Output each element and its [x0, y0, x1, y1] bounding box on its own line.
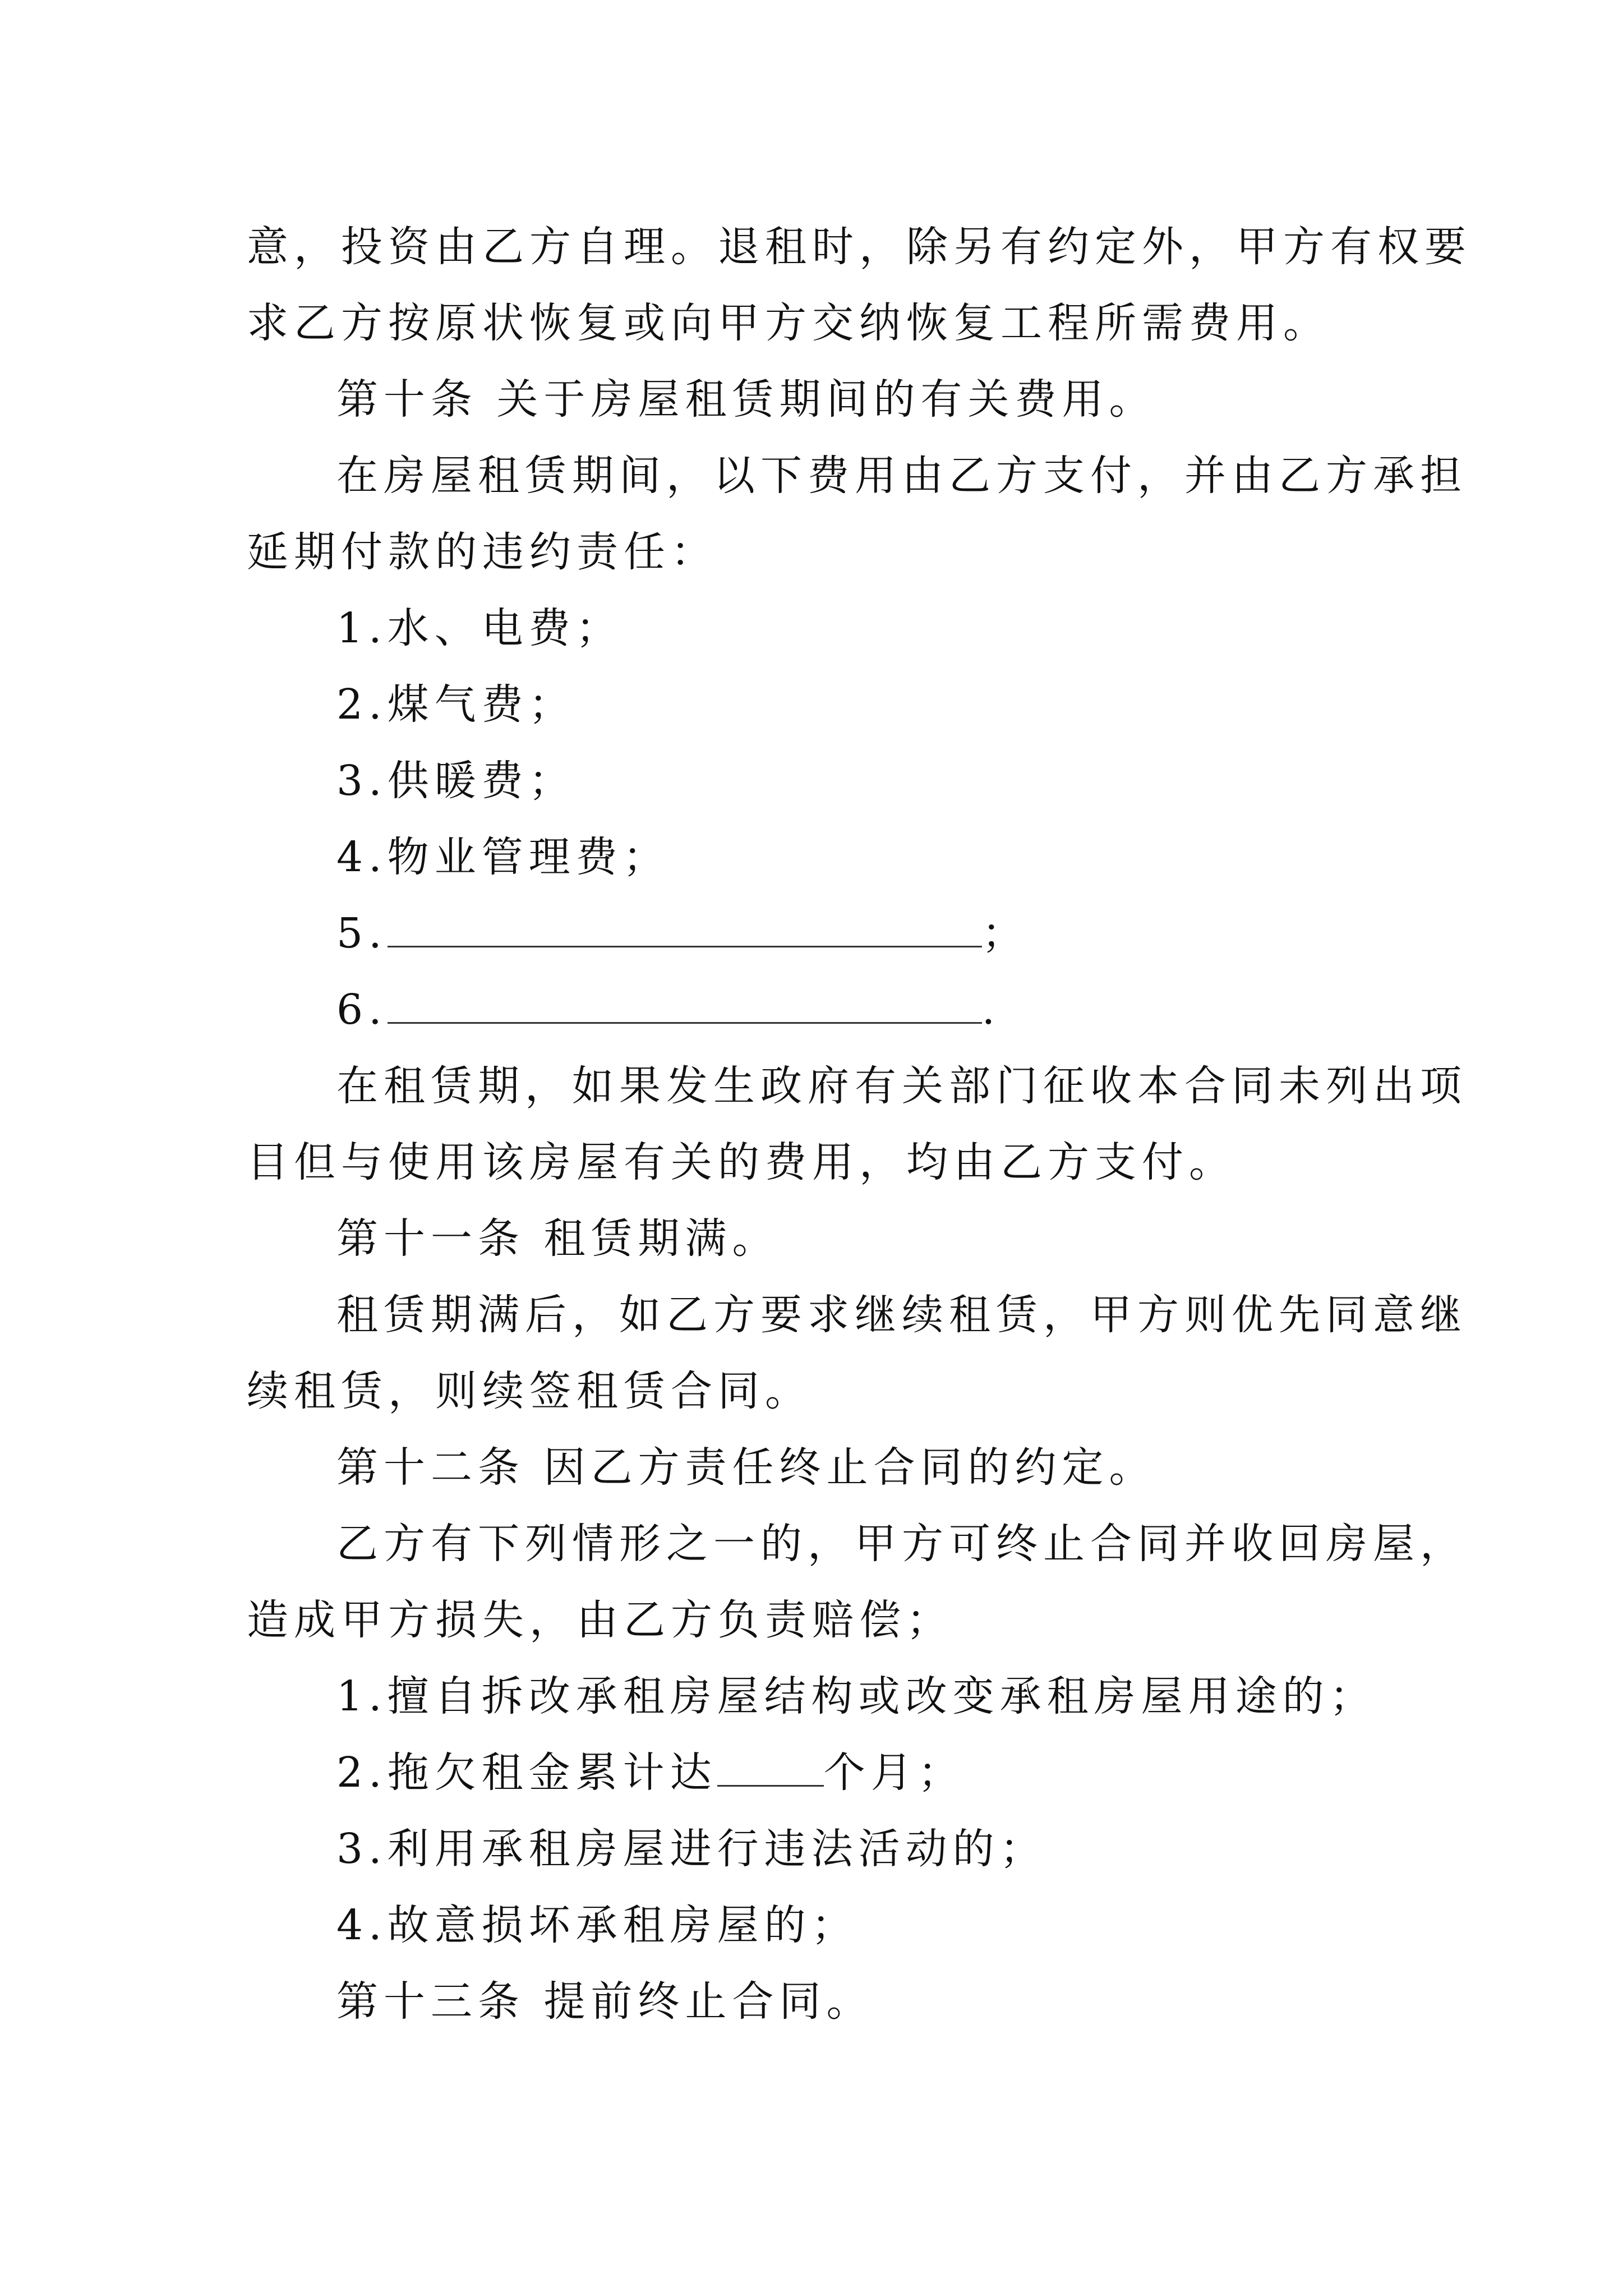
paragraph-line: 求乙方按原状恢复或向甲方交纳恢复工程所需费用。	[247, 299, 1330, 347]
paragraph-line: 在租赁期，如果发生政府有关部门征收本合同未列出项	[336, 1062, 1467, 1110]
document-body	[247, 209, 1472, 2040]
article-11-heading: 第十一条 租赁期满。	[336, 1214, 780, 1263]
list-item-arrears	[247, 1734, 1391, 1811]
list-item: 3.供暖费；	[336, 757, 576, 805]
item-suffix: ；	[981, 909, 1029, 958]
list-item-blank-6	[247, 972, 1391, 1048]
list-item: 3.利用承租房屋进行违法活动的；	[336, 1825, 1047, 1873]
list-item: 1.水、电费；	[336, 604, 623, 652]
fill-in-blank	[388, 912, 982, 947]
list-item: 4.物业管理费；	[336, 833, 670, 881]
paragraph-line: 造成甲方损失，由乙方负责赔偿；	[247, 1596, 953, 1644]
paragraph-line: 延期付款的违约责任：	[247, 528, 718, 576]
list-item: 2.煤气费；	[336, 680, 576, 729]
article-12-heading: 第十二条 因乙方责任终止合同的约定。	[336, 1443, 1156, 1492]
paragraph-line: 乙方有下列情形之一的，甲方可终止合同并收回房屋，	[336, 1520, 1467, 1568]
paragraph-line: 租赁期满后，如乙方要求继续租赁，甲方则优先同意继	[336, 1291, 1467, 1339]
article-13-heading: 第十三条 提前终止合同。	[336, 1977, 874, 2026]
fill-in-blank	[388, 988, 982, 1024]
item-suffix: .	[981, 986, 1001, 1034]
list-item-blank-5	[247, 895, 1391, 972]
list-item: 1.擅自拆改承租房屋结构或改变承租房屋用途的；	[336, 1672, 1377, 1720]
list-item: 4.故意损坏承租房屋的；	[336, 1901, 859, 1949]
fill-in-blank-months	[717, 1751, 824, 1787]
paragraph-line: 在房屋租赁期间，以下费用由乙方支付，并由乙方承担	[336, 452, 1467, 500]
article-10-heading: 第十条 关于房屋租赁期间的有关费用。	[336, 375, 1156, 424]
item-number: 5.	[336, 909, 388, 958]
arrears-suffix: 个月；	[823, 1749, 965, 1797]
item-number: 6.	[336, 986, 388, 1034]
paragraph-line: 目但与使用该房屋有关的费用，均由乙方支付。	[247, 1138, 1236, 1186]
paragraph-line: 续租赁，则续签租赁合同。	[247, 1367, 812, 1415]
arrears-prefix: 2.拖欠租金累计达	[336, 1749, 717, 1797]
paragraph-line: 意，投资由乙方自理。退租时，除另有约定外，甲方有权要	[247, 223, 1472, 271]
